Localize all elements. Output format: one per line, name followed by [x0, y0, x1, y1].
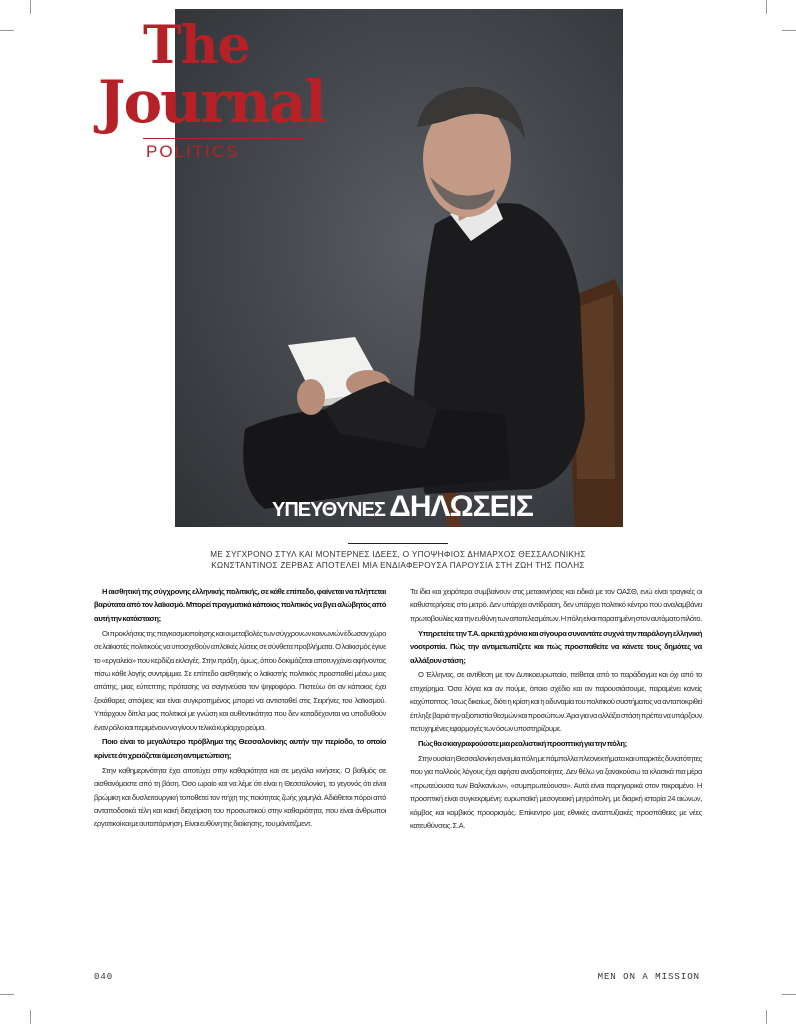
- article-deck: [150, 549, 646, 571]
- crop-mark: [30, 1010, 31, 1024]
- interview-question: Υπηρετείτε την Τ.Α. αρκετά χρόνια και σίγουρα συναντάτε συχνά την παράλογη ελληνική νοοτροπία. Πώς την αντιμετωπίζετε και πώς προσπαθείτε να κάνετε τους δημότες να αλλάξουν στάση;: [410, 628, 702, 665]
- crop-mark: [782, 994, 796, 995]
- crop-mark: [766, 1010, 767, 1024]
- interview-answer: Οι προκλήσεις της παγκοσμιοποίησης και οι μεταβολές των σύγχρονων κοινωνιών έδωσαν χώρο σε λαϊκιστές πολιτικούς να υποσχεθούν απλοϊκές λύσεις σε σύνθετα προβλήματα. Ο λαϊκισμός έγινε το «εργαλείο» που κερδίζει εκλογές. Στην πράξη, όμως, όπου δοκιμάζεται αποτυγχάνει αφήνοντας πίσω κάθε λογής συντρίμμια. Σε επίπεδο αισθητικής ο λαϊκιστής πολιτικός προσπαθεί μέσω μιας απάτης, μιας εύπεπτης πρότασης να σαγηνεύσει τον ψηφοφόρο. Πιστεύω ότι αν κάποιος έχει ξεκάθαρες απόψεις και είναι συγκροτημένος μπορεί να αντισταθεί στις Σειρήνες του λαϊκισμού. Υπάρχουν δίπλα μας πολιτικοί με γνώση και αυθεντικότητα που δεν καταδέχονται να υποδυθούν έναν ρόλο και περιμένουν να γίνουν τελικά κυρίαρχο ρεύμα.: [94, 628, 386, 732]
- masthead-rule: [143, 138, 303, 139]
- masthead-journal: Journal: [98, 68, 325, 136]
- journal-masthead: [98, 15, 325, 170]
- interview-answer: Στην ουσία η Θεσσαλονίκη είναι μία πόλη με πάμπολλα πλεονεκτήματα και υπαρκτές δυνατότητες που για πολλούς λόγους έχει αφήσει αναξιοποίητες. Δεν θέλω να ξανακούσω τα κλασικά πια μέρα «πρωτεύουσα των Βαλκανίων», «συμπρωτεύουσα». Αυτά είναι παρηγορικά στον πικραμένο. Η προοπτική είναι συγκεκριμένη: ευρωπαϊκή μεσογειακή μητρόπολη, με διαρκή ιστορία 24 αιώνων, κόμβος και κομβικός προορισμός. Επίκεντρο μας εθνικές αναπτυξιακές προσπάθειες με νέες κατευθύνσεις. Σ.Α.: [410, 753, 702, 830]
- deck-divider: [348, 543, 448, 544]
- crop-mark: [766, 0, 767, 14]
- deck-line: ΚΩΝΣΤΑΝΤΙΝΟΣ ΖΕΡΒΑΣ ΑΠΟΤΕΛΕΙ ΜΙΑ ΕΝΔΙΑΦΕΡΟΥΣΑ ΠΑΡΟΥΣΙΑ ΣΤΗ ΖΩΗ ΤΗΣ ΠΟΛΗΣ: [211, 561, 585, 570]
- section-label: POLITICS: [146, 142, 240, 161]
- deck-line: ΜΕ ΣΥΓΧΡΟΝΟ ΣΤΥΛ ΚΑΙ ΜΟΝΤΕΡΝΕΣ ΙΔΕΕΣ, Ο ΥΠΟΨΗΦΙΟΣ ΔΗΜΑΡΧΟΣ ΘΕΣΣΑΛΟΝΙΚΗΣ: [210, 550, 586, 559]
- feature-title-line2: ΔΗΛΩΣΕΙΣ: [389, 490, 533, 523]
- feature-title: [272, 490, 532, 524]
- crop-mark: [782, 30, 796, 31]
- crop-mark: [0, 30, 14, 31]
- crop-mark: [30, 0, 31, 14]
- page-number: 040: [94, 972, 114, 982]
- running-title: MEN ON A MISSION: [597, 972, 700, 982]
- article-column-right: [410, 585, 702, 834]
- feature-title-line1: ΥΠΕΥΘΥΝΕΣ: [272, 499, 385, 521]
- interview-question: Η αισθητική της σύγχρονης ελληνικής πολιτικής, σε κάθε επίπεδο, φαίνεται να πλήττεται βαρύτατα από τον λαϊκισμό. Μπορεί πραγματικά κάποιος πολιτικός να βγει αλώβητος από αυτή την κατάσταση;: [94, 587, 386, 623]
- masthead-the: The: [143, 15, 250, 76]
- article-column-left: [94, 585, 386, 832]
- interview-answer: Τα ίδια και χειρότερα συμβαίνουν στις μετακινήσεις και ειδικά με τον ΟΑΣΘ, ενώ είναι τραγικές οι καθυστερήσεις στο μετρό. Δεν υπάρχει αντίδραση, δεν υπάρχει πολιτικό κέντρο που αναλαμβάνει πρωτοβουλίες και την ευθύνη των αποτελεσμάτων. Η πόλη είναι παρατημένη στον αυτόματο πιλότο.: [410, 587, 702, 623]
- crop-mark: [0, 994, 14, 995]
- interview-question: Ποιο είναι το μεγαλύτερο πρόβλημα της Θεσσαλονίκης αυτήν την περίοδο, το οποίο κρίνετε ότι χρειάζεται άμεση αντιμετώπιση;: [94, 737, 386, 760]
- interview-answer: Ο Έλληνας, σε αντίθεση με τον Δυτικοευρωπαίο, πείθεται από το παράδειγμα και όχι από το επιχείρημα. Όσα λόγια και αν πούμε, όποιο σχέδιο και αν παρουσιάσουμε, παραμένει κανείς καχύποπτος. Ίσως δικαίως, διότι η κρίση και η αδυναμία του πολιτικού συστήματος να ανταποκριθεί έπληξε βαριά την αξιοπιστία θεσμών και προσώπων. Άρα για να αλλάξει στάση πρέπει να υπάρξουν πετυχημένες εφαρμογές των όσων υποστηρίζουμε.: [410, 670, 702, 734]
- interview-question: Πώς θα σκιαγραφούσατε μια ρεαλιστική προοπτική για την πόλη;: [418, 738, 627, 748]
- interview-answer: Στην καθημερινότητα έχει αποτύχει στην καθαριότητα και σε μεγάλα κινήσεις. Ο βαθμός σε αισθανόμαστε από τη βάση. Όσο ωραίο και να λέμε ότι είναι η Θεσσαλονίκη, το γεγονός ότι είναι βρώμικη και δυσλειτουργική τοποθετεί τον πήχη της ποιότητας ζωής χαμηλά. Αδιάθετοι πόροι από ανταποδοτικά τέλη και κακή διαχείριση του προσωπικού στην καθαριότητα, που είναι άνθρωποι εργατικοί και με αυταπάρνηση. Είναι ευθύνη της διοίκησης, του μάνατζμεντ.: [94, 765, 386, 829]
